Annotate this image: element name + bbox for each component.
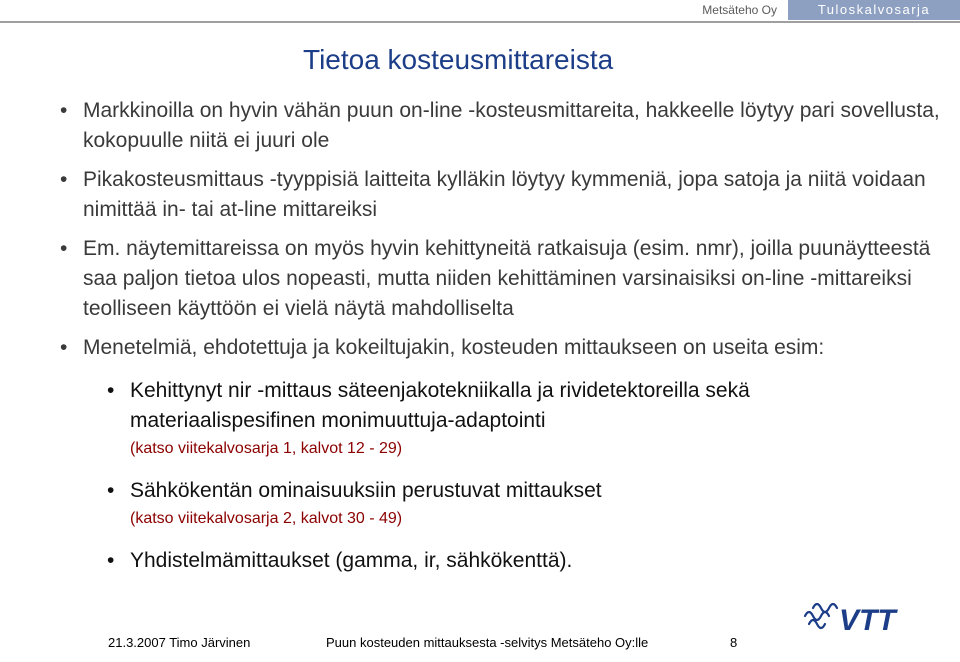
header-divider [0,21,960,23]
footer-date-author: 21.3.2007 Timo Järvinen [108,635,251,650]
series-badge: Tuloskalvosarja [788,0,960,20]
bullet-item: • Markkinoilla on hyvin vähän puun on-line -kosteusmittareita, hakkeelle löytyy pari sovellusta, kokopuulle niitä ei juuri ole [60,96,940,156]
footer [0,632,960,662]
page-number: 8 [730,635,738,650]
logo-text: VTT [839,604,896,636]
footer-title: Puun kosteuden mittauksesta -selvitys Metsäteho Oy:lle [326,635,649,650]
bullet-item: • Em. näytemittareissa on myös hyvin kehittyneitä ratkaisuja (esim. nmr), joilla puunäytteestä saa paljon tietoa ulos nopeasti, mutta niiden kehittäminen varsinaisiksi on-line -mittareiksi teolliseen käyttöön ei vielä näytä mahdolliselta [60,234,940,324]
bullet-item: • Menetelmiä, ehdotettuja ja kokeiltujakin, kosteuden mittaukseen on useita esim: [60,333,853,363]
slide-title: Tietoa kosteusmittareista [303,44,614,75]
vtt-logo [803,590,923,636]
sub-bullet-item [60,476,940,532]
reference-note: (katso viitekalvosarja 1, kalvot 12 - 29) [130,440,403,457]
sub-bullet-item [60,376,940,462]
slide-content [60,96,940,576]
sub-bullet-item [60,546,940,576]
sub-bullet-text: Kehittynyt nir -mittaus säteenjakotekniikalla ja rividetektoreilla sekä materiaalispesifinen monimuuttuja-adaptointi [130,379,750,432]
sub-bullet-text: Sähkökentän ominaisuuksiin perustuvat mittaukset [130,479,602,502]
bullet-item: • Pikakosteusmittaus -tyyppisiä laitteita kylläkin löytyy kymmeniä, jopa satoja ja niitä voidaan nimittää in- tai at-line mittareiksi [60,165,940,225]
company-name: Metsäteho Oy [702,3,777,17]
header-bar [0,0,960,20]
reference-note: (katso viitekalvosarja 2, kalvot 30 - 49) [130,510,403,527]
sub-bullet-text: Yhdistelmämittaukset (gamma, ir, sähkökenttä). [130,549,573,572]
